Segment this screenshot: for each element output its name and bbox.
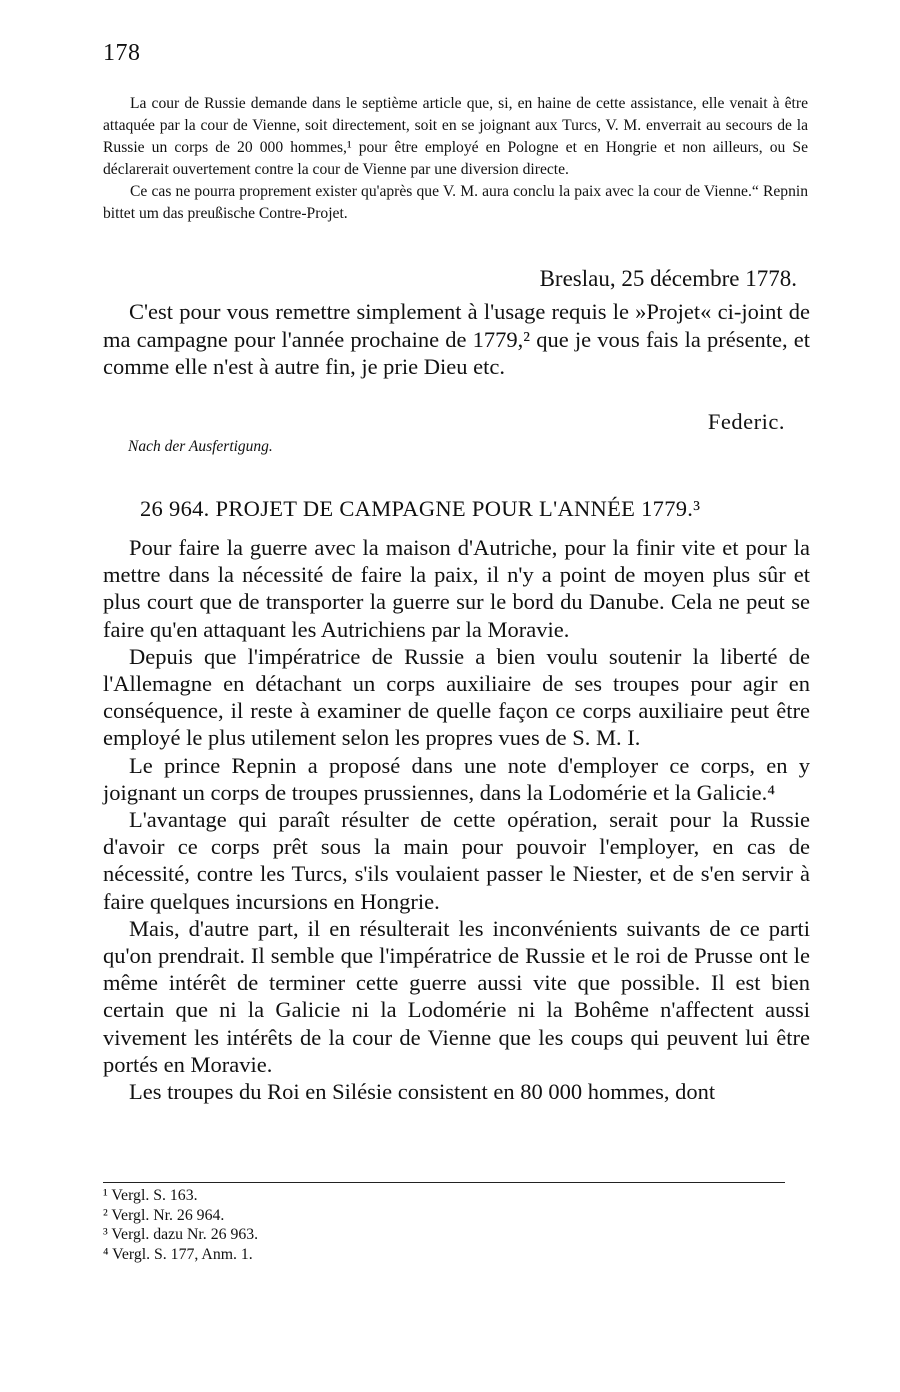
letter-dateline: Breslau, 25 décembre 1778.: [539, 266, 797, 291]
preamble-paragraph: La cour de Russie demande dans le septième article que, si, en haine de cette assistance, elle venait à être attaquée par la cour de Vienne, soit directement, soit en se joignant aux Turcs, V. M. enverrait au secours de la Russie un corps de 20 000 hommes,¹ pour être employé en Pologne et en Hongrie et non ailleurs, ou Se déclarerait ouvertement contre la cour de Vienne par une diversion directe.: [103, 95, 808, 178]
body-paragraph: Mais, d'autre part, il en résulterait les inconvénients suivants de ce parti qu'on prendrait. Il semble que l'impératrice de Russie et le roi de Prusse ont le même intérêt de terminer cette guerre aussi vite que possible. Il est bien certain que ni la Galicie ni la Lodomérie ni la Bohême n'affectent aussi vivement les intérêts de la cour de Vienne que les coups qui peuvent lui être portés en Moravie.: [103, 915, 810, 1077]
document-body: [103, 534, 810, 1105]
letter-signature: Federic.: [707, 409, 785, 434]
footnote: ³ Vergl. dazu Nr. 26 963.: [103, 1226, 259, 1243]
body-paragraph: Les troupes du Roi en Silésie consistent en 80 000 hommes, dont: [129, 1079, 716, 1105]
footnote: ¹ Vergl. S. 163.: [103, 1187, 198, 1204]
letter-text: C'est pour vous remettre simplement à l'usage requis le »Projet« ci-joint de ma campagne pour l'année prochaine de 1779,² que je vous fais la présente, et comme elle n'est à autre fin, je prie Dieu etc.: [103, 299, 810, 379]
footnote-divider: [103, 1182, 785, 1183]
preamble-block: [103, 93, 808, 225]
footnote: ² Vergl. Nr. 26 964.: [103, 1206, 225, 1224]
document-heading: 26 964. PROJET DE CAMPAGNE POUR L'ANNÉE 1779.³: [140, 496, 701, 521]
body-paragraph: L'avantage qui paraît résulter de cette opération, serait pour la Russie d'avoir ce corps prêt sous la main pour pouvoir l'employer, en cas de nécessité, contre les Turcs, s'ils voulaient passer le Niester, et de s'en servir à faire quelques incursions en Hongrie.: [103, 807, 810, 914]
preamble-paragraph: Ce cas ne pourra proprement exister qu'après que V. M. aura conclu la paix avec la cour de Vienne.“ Repnin bittet um das preußische Contre-Projet.: [103, 183, 808, 222]
body-paragraph: Pour faire la guerre avec la maison d'Autriche, pour la finir vite et pour la mettre dans la nécessité de faire la paix, il n'y a point de moyen plus sûr et plus court que de transporter la guerre sur le bord du Danube. Cela ne peut se faire qu'en attaquant les Autrichiens par la Moravie.: [103, 535, 810, 642]
footnotes: [103, 1186, 258, 1264]
body-paragraph: Le prince Repnin a proposé dans une note d'employer ce corps, en y joignant un corps de troupes prussiennes, dans la Lodomérie et la Galicie.⁴: [103, 752, 810, 805]
source-note: Nach der Ausfertigung.: [128, 438, 273, 455]
body-paragraph: Depuis que l'impératrice de Russie a bien voulu soutenir la liberté de l'Allemagne en détachant un corps auxiliaire de ses troupes pour agir en conséquence, il reste à examiner de quelle façon ce corps auxiliaire peut être employé le plus utilement selon les propres vues de S. M. I.: [103, 643, 810, 751]
page-number: 178: [103, 40, 141, 66]
footnote: ⁴ Vergl. S. 177, Anm. 1.: [103, 1245, 253, 1263]
